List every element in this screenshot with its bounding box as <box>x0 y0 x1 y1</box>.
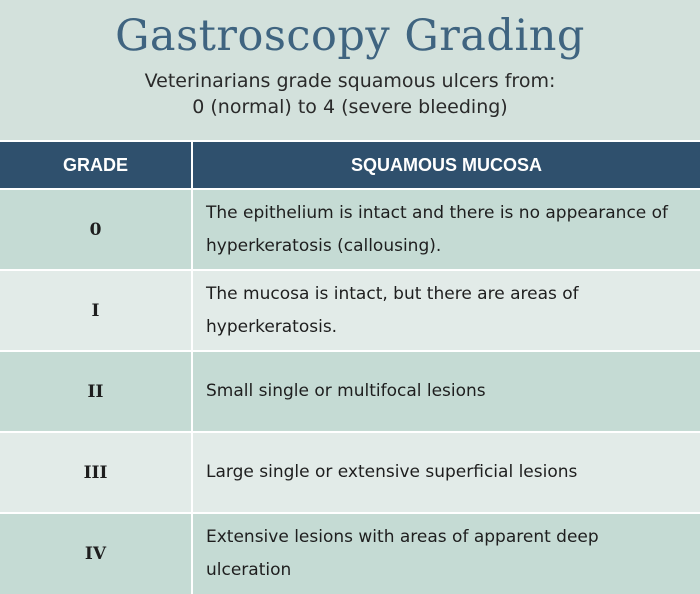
column-header-grade: GRADE <box>0 141 192 189</box>
grade-cell: I <box>0 270 192 351</box>
subtitle-line-2: 0 (normal) to 4 (severe bleeding) <box>192 96 508 118</box>
column-header-squamous-mucosa: SQUAMOUS MUCOSA <box>192 141 700 189</box>
description-cell: Large single or extensive superficial lesions <box>192 432 700 513</box>
table-row <box>0 189 700 270</box>
page-title: Gastroscopy Grading <box>115 11 585 61</box>
page-subtitle <box>0 68 700 120</box>
description-cell: Extensive lesions with areas of apparent deep ulceration <box>206 527 599 580</box>
table-row <box>0 432 700 513</box>
table-row <box>0 351 700 432</box>
description-cell: The epithelium is intact and there is no appearance of hyperkeratosis (callousing). <box>192 189 700 270</box>
description-cell: The mucosa is intact, but there are areas of hyperkeratosis. <box>192 270 700 351</box>
subtitle-line-1: Veterinarians grade squamous ulcers from: <box>144 70 556 92</box>
table-header-row <box>0 141 700 189</box>
grade-cell: II <box>0 351 192 432</box>
description-cell: Small single or multifocal lesions <box>192 351 700 432</box>
page-header <box>0 0 700 140</box>
grade-cell: 0 <box>0 189 192 270</box>
grade-cell: IV <box>0 513 192 594</box>
grade-cell: III <box>0 432 192 513</box>
table-row <box>0 513 700 594</box>
table-row <box>0 270 700 351</box>
grading-table <box>0 140 700 594</box>
